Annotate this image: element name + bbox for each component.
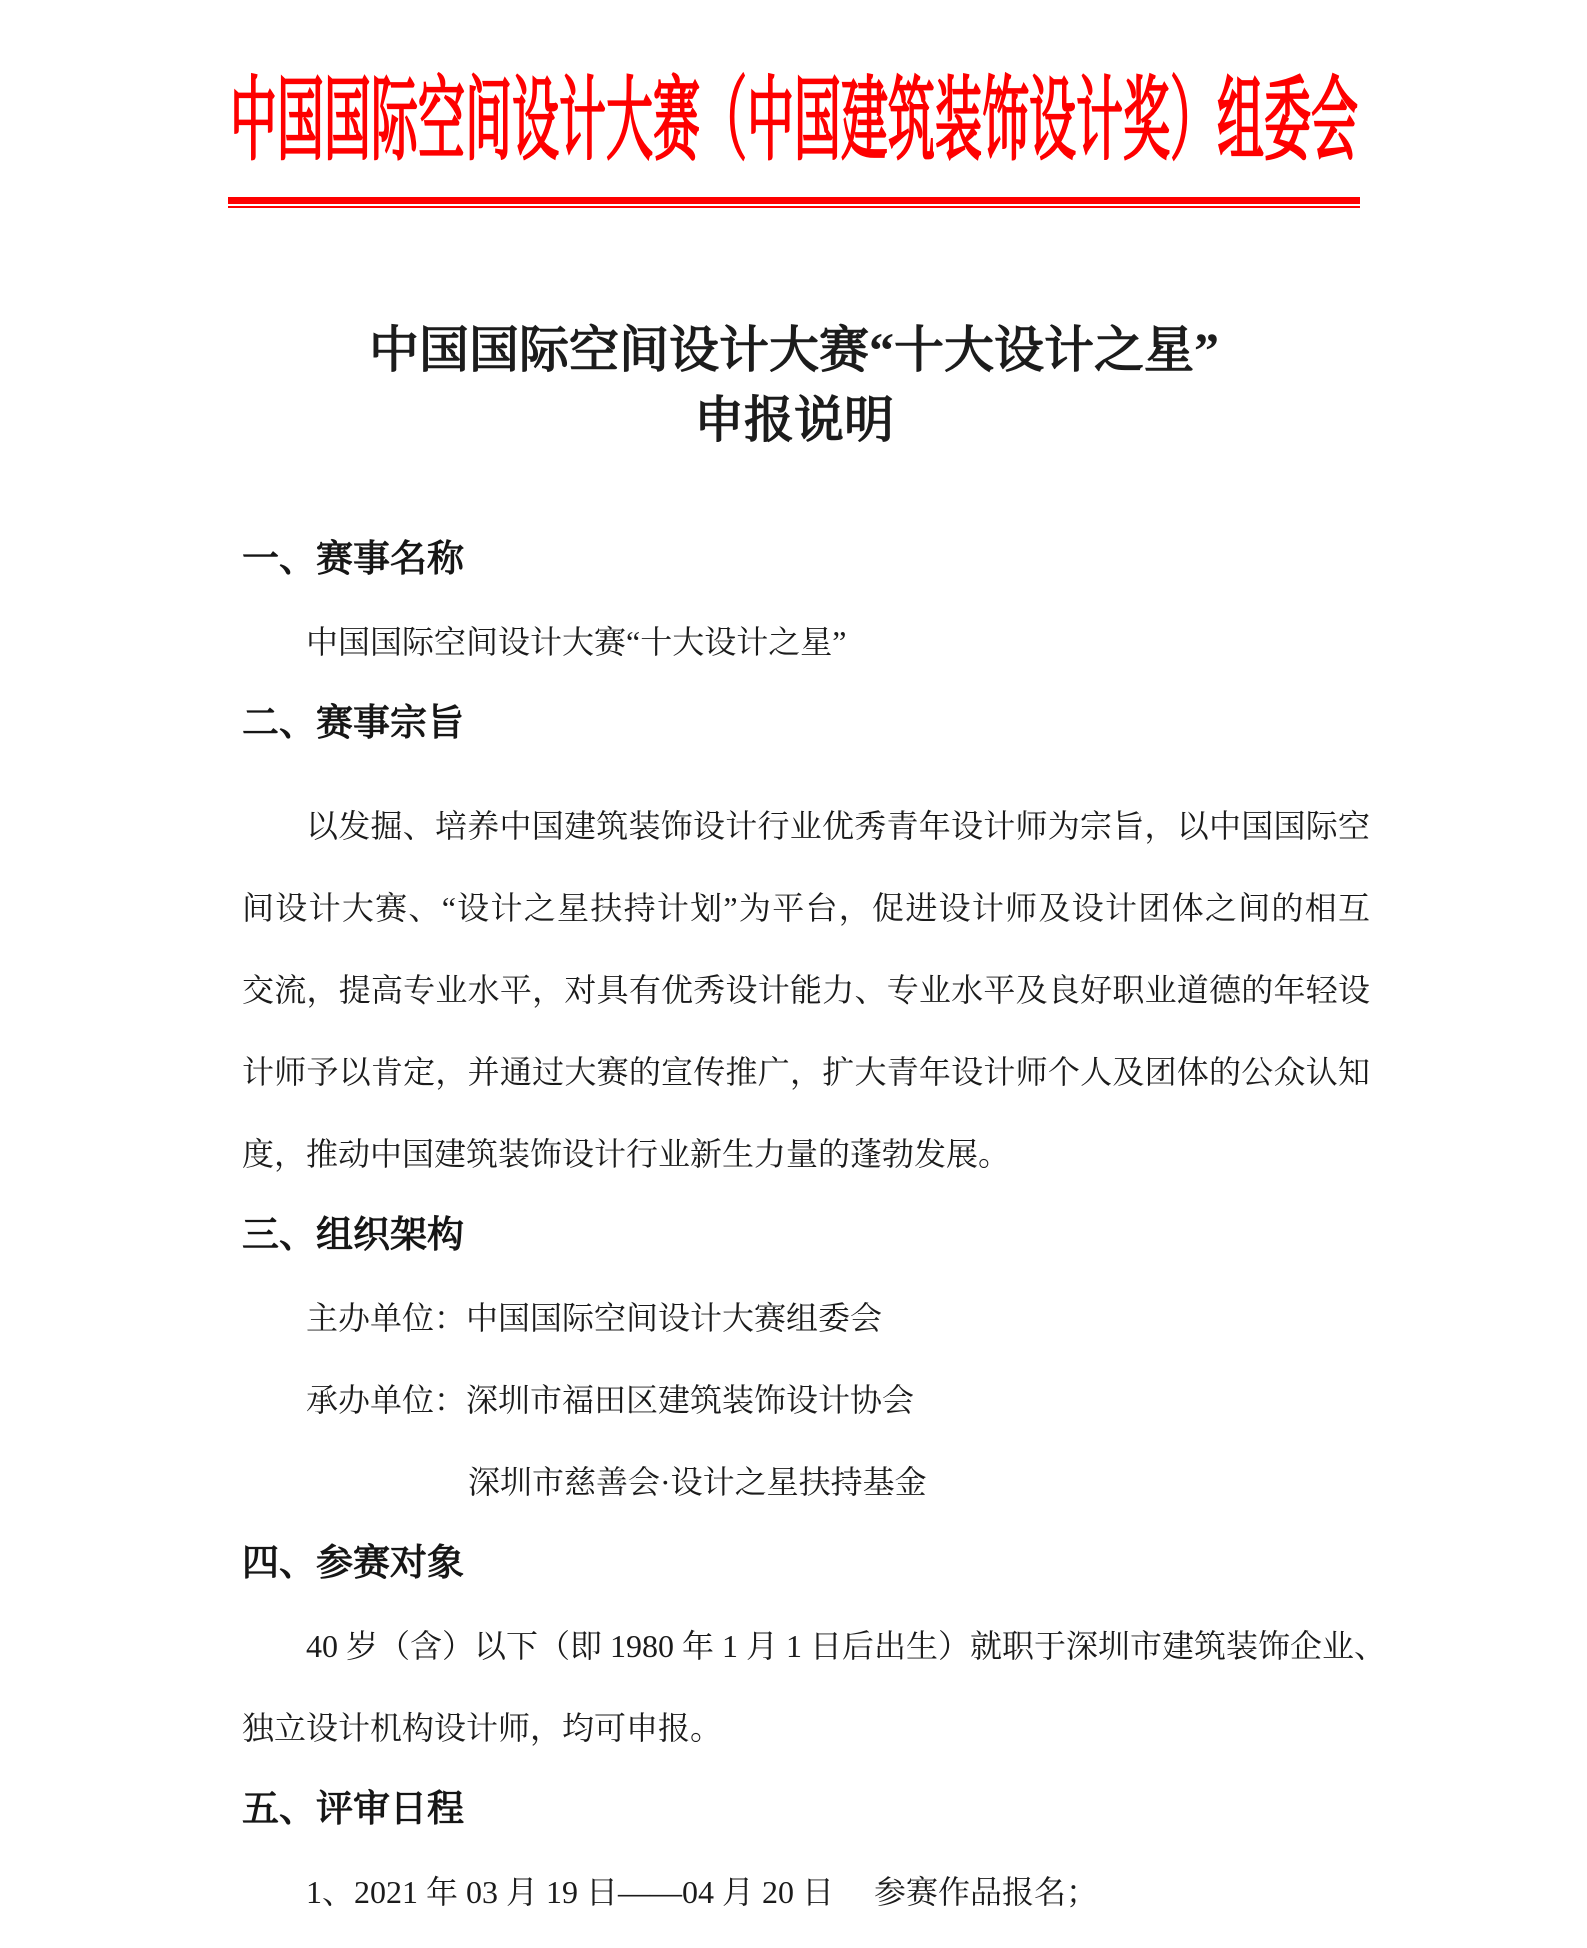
section-3-host-line: 主办单位：中国国际空间设计大赛组委会	[306, 1300, 883, 1336]
section-2-line: 计师予以肯定，并通过大赛的宣传推广，扩大青年设计师个人及团体的公众认知	[242, 1054, 1370, 1090]
section-5-schedule-item: 1、2021 年 03 月 19 日——04 月 20 日 参赛作品报名；	[306, 1874, 1099, 1910]
letterhead-rule-thin-line	[228, 206, 1360, 208]
section-1-body: 中国国际空间设计大赛“十大设计之星”	[306, 624, 847, 660]
section-1-heading: 一、赛事名称	[242, 539, 464, 580]
section-2-heading: 二、赛事宗旨	[242, 703, 464, 744]
section-2-line: 交流，提高专业水平，对具有优秀设计能力、专业水平及良好职业道德的年轻设	[242, 972, 1370, 1008]
doc-title-line1: 中国国际空间设计大赛“十大设计之星”	[369, 322, 1219, 378]
letterhead	[228, 60, 1360, 173]
section-2-line: 度，推动中国建筑装饰设计行业新生力量的蓬勃发展。	[242, 1136, 1011, 1172]
section-3-heading: 三、组织架构	[242, 1215, 464, 1256]
section-3-organizer-line: 承办单位：深圳市福田区建筑装饰设计协会	[306, 1382, 915, 1418]
section-4-line: 40 岁（含）以下（即 1980 年 1 月 1 日后出生）就职于深圳市建筑装饰企业、	[306, 1628, 1387, 1664]
doc-body	[242, 519, 1387, 1933]
section-5-heading: 五、评审日程	[242, 1789, 464, 1830]
section-2-line: 以发掘、培养中国建筑装饰设计行业优秀青年设计师为宗旨，以中国国际空	[306, 808, 1370, 844]
section-4-line: 独立设计机构设计师，均可申报。	[242, 1710, 723, 1746]
letterhead-title: 中国国际空间设计大赛（中国建筑装饰设计奖）组委会	[230, 71, 1358, 173]
section-4-heading: 四、参赛对象	[242, 1543, 464, 1584]
letterhead-rule	[228, 197, 1360, 208]
doc-title-line2: 申报说明	[694, 392, 894, 448]
section-2-line: 间设计大赛、“设计之星扶持计划”为平台，促进设计师及设计团体之间的相互	[242, 890, 1370, 926]
section-3-organizer-line2: 深圳市慈善会·设计之星扶持基金	[468, 1464, 927, 1500]
letterhead-rule-thick-line	[228, 197, 1360, 204]
